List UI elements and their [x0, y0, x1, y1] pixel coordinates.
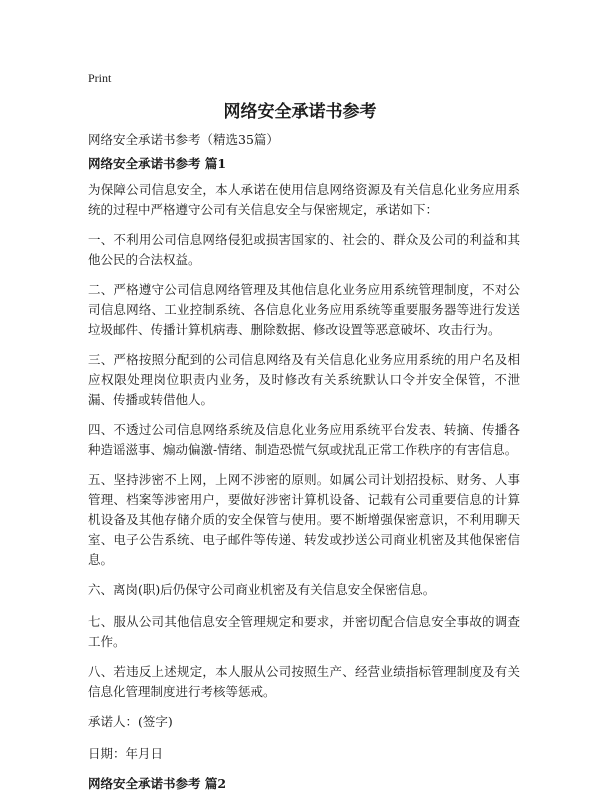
paragraph-item-6: 六、离岗(职)后仍保守公司商业机密及有关信息安全保密信息。 — [88, 582, 436, 597]
paragraph-item-2: 二、严格遵守公司信息网络管理及其他信息化业务应用系统管理制度，不对公司信息网络、工业控制系统、各信息化业务应用系统等重要服务器等进行发送垃圾邮件、传播计算机病毒、删除数据、修改设置等恶意破坏、攻击行为。 — [88, 282, 520, 337]
paragraph-item-7: 七、服从公司其他信息安全管理规定和要求，并密切配合信息安全事故的调查工作。 — [88, 614, 520, 649]
document-subtitle: 网络安全承诺书参考（精选35篇） — [88, 132, 279, 147]
section-heading-2: 网络安全承诺书参考 篇2 — [88, 776, 227, 791]
paragraph-intro: 为保障公司信息安全，本人承诺在使用信息网络资源及有关信息化业务应用系统的过程中严格遵守公司有关信息安全与保密规定，承诺如下： — [88, 182, 520, 217]
paragraph-item-5: 五、坚持涉密不上网，上网不涉密的原则。如属公司计划招投标、财务、人事管理、档案等涉密用户，要做好涉密计算机设备、记载有公司重要信息的计算机设备及其他存储介质的安全保管与使用。要不断增强保密意识，不利用聊天室、电子公告系统、电子邮件等传递、转发或抄送公司商业机密及其他保密信息。 — [88, 472, 520, 567]
document-title: 网络安全承诺书参考 — [223, 102, 377, 122]
paragraph-item-8: 八、若违反上述规定，本人服从公司按照生产、经营业绩指标管理制度及有关信息化管理制度进行考核等惩戒。 — [88, 664, 520, 699]
print-link[interactable]: Print — [88, 71, 112, 85]
paragraph-item-4: 四、不透过公司信息网络系统及信息化业务应用系统平台发表、转摘、传播各种造谣滋事、煽动偏激-情绪、制造恐慌气氛或扰乱正常工作秩序的有害信息。 — [88, 422, 520, 457]
signatory-line: 承诺人：(签字) — [88, 714, 173, 729]
paragraph-item-1: 一、不利用公司信息网络侵犯或损害国家的、社会的、群众及公司的利益和其他公民的合法权益。 — [88, 232, 520, 267]
paragraph-item-3: 三、严格按照分配到的公司信息网络及有关信息化业务应用系统的用户名及相应权限处理岗位职责内业务，及时修改有关系统默认口令并安全保管，不泄漏、传播或转借他人。 — [88, 352, 520, 407]
document-body — [88, 132, 520, 800]
date-line: 日期：年月日 — [88, 746, 164, 761]
section-heading-1: 网络安全承诺书参考 篇1 — [88, 156, 227, 171]
